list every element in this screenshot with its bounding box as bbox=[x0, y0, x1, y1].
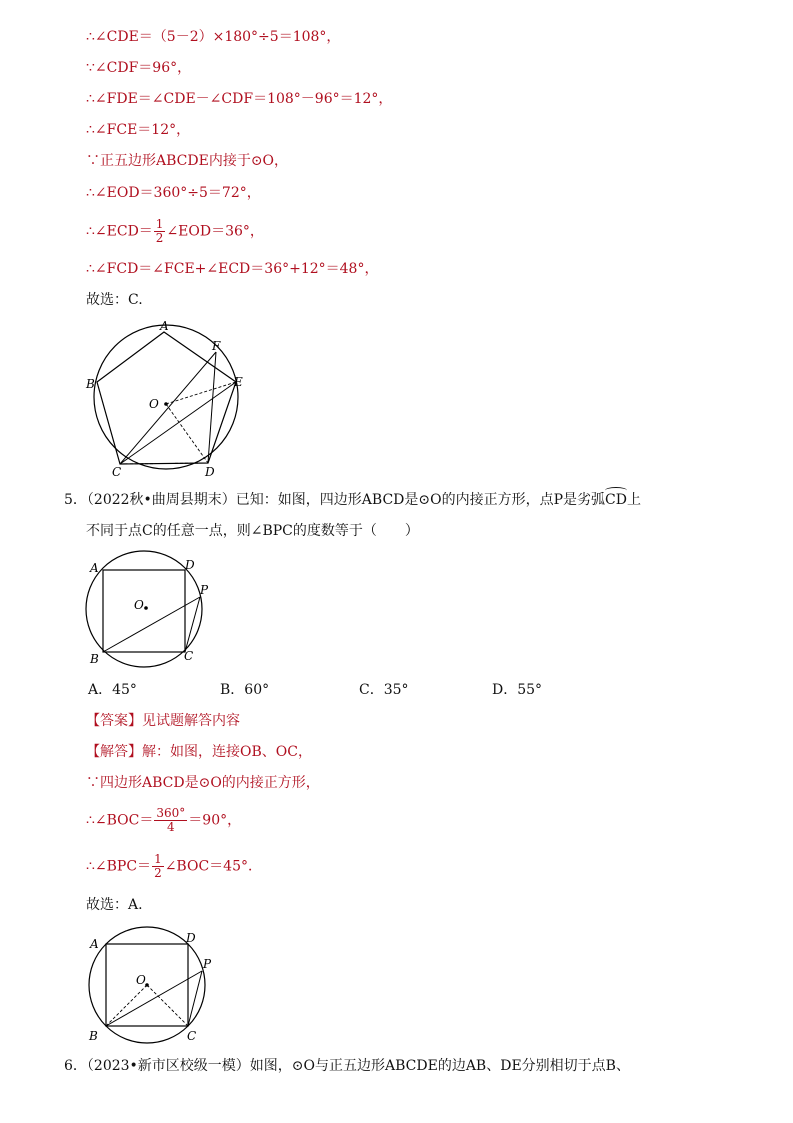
fig1-label-c: C bbox=[112, 465, 122, 479]
q5-choice: 故选：A. bbox=[86, 897, 143, 913]
q5-option-c: C．35° bbox=[359, 682, 409, 698]
sol4-line-6: ∴∠EOD＝360°÷5＝72°， bbox=[86, 185, 261, 201]
fig1-label-b: B bbox=[86, 377, 95, 391]
sol4-line-7: ∴∠ECD＝ $\frac{1}{2}$ ∠EOD＝36°， bbox=[86, 217, 264, 245]
fig1-label-d: D bbox=[205, 465, 215, 479]
sol4-line-8: ∴∠FCD＝∠FCE+∠ECD＝36°+12°＝48°， bbox=[86, 261, 379, 277]
fig3-label-d: D bbox=[186, 931, 196, 945]
fig3-label-b: B bbox=[89, 1029, 98, 1043]
q5-option-a: A．45° bbox=[88, 682, 137, 698]
q6-stem: 6．（2023•新市区校级一模）如图，⊙O与正五边形ABCDE的边AB、DE分别相切于点B、 bbox=[64, 1058, 630, 1074]
arc-cd: CD bbox=[605, 492, 627, 508]
fig1-label-o: O bbox=[149, 397, 159, 411]
fig1-label-e: E bbox=[234, 375, 243, 389]
q5-step-3: ∴∠BPC＝ $\frac{1}{2}$ ∠BOC＝45°． bbox=[86, 852, 262, 880]
fig3-label-o: O bbox=[136, 973, 146, 987]
sol4-line-3: ∴∠FDE＝∠CDE－∠CDF＝108°－96°＝12°， bbox=[86, 91, 393, 107]
sol4-line-2: ∵∠CDF＝96°， bbox=[86, 60, 192, 76]
q5-option-d: D．55° bbox=[492, 682, 543, 698]
q5-stem-line-2: 不同于点C的任意一点，则∠BPC的度数等于（ ） bbox=[86, 523, 419, 539]
fig1-label-a: A bbox=[160, 319, 169, 333]
square-circle-figure bbox=[84, 548, 214, 668]
q5-analysis: 【解答】解：如图，连接OB、OC， bbox=[86, 744, 312, 760]
fig2-label-c: C bbox=[184, 649, 194, 663]
fig3-label-c: C bbox=[187, 1029, 197, 1043]
q5-stem-line-1: 5．（2022秋•曲周县期末）已知：如图，四边形ABCD是⊙O的内接正方形，点P是劣弧CD上 bbox=[64, 492, 641, 508]
fig3-label-a: A bbox=[90, 937, 99, 951]
sol4-choice: 故选：C. bbox=[86, 292, 143, 308]
fig2-label-o: O bbox=[134, 598, 144, 612]
fig2-label-p: P bbox=[200, 583, 209, 597]
sol4-line-4: ∴∠FCE＝12°， bbox=[86, 122, 191, 138]
pentagon-circle-figure bbox=[80, 318, 260, 480]
fig2-label-d: D bbox=[185, 558, 195, 572]
fig2-label-a: A bbox=[90, 561, 99, 575]
fig3-label-p: P bbox=[203, 957, 212, 971]
q5-answer: 【答案】见试题解答内容 bbox=[86, 713, 240, 729]
q5-option-b: B．60° bbox=[220, 682, 270, 698]
square-circle-solution-figure bbox=[84, 924, 216, 1046]
fig1-label-f: F bbox=[212, 339, 221, 353]
q5-step-1: ∵四边形ABCD是⊙O的内接正方形， bbox=[86, 775, 320, 791]
sol4-line-5: ∵正五边形ABCDE内接于⊙O， bbox=[86, 153, 289, 169]
q5-step-2: ∴∠BOC＝ $\frac{360^\circ}{4}$ ＝90°， bbox=[86, 806, 242, 834]
fig2-label-b: B bbox=[90, 652, 99, 666]
sol4-line-1: ∴∠CDE＝（5－2）×180°÷5＝108°， bbox=[86, 29, 341, 45]
